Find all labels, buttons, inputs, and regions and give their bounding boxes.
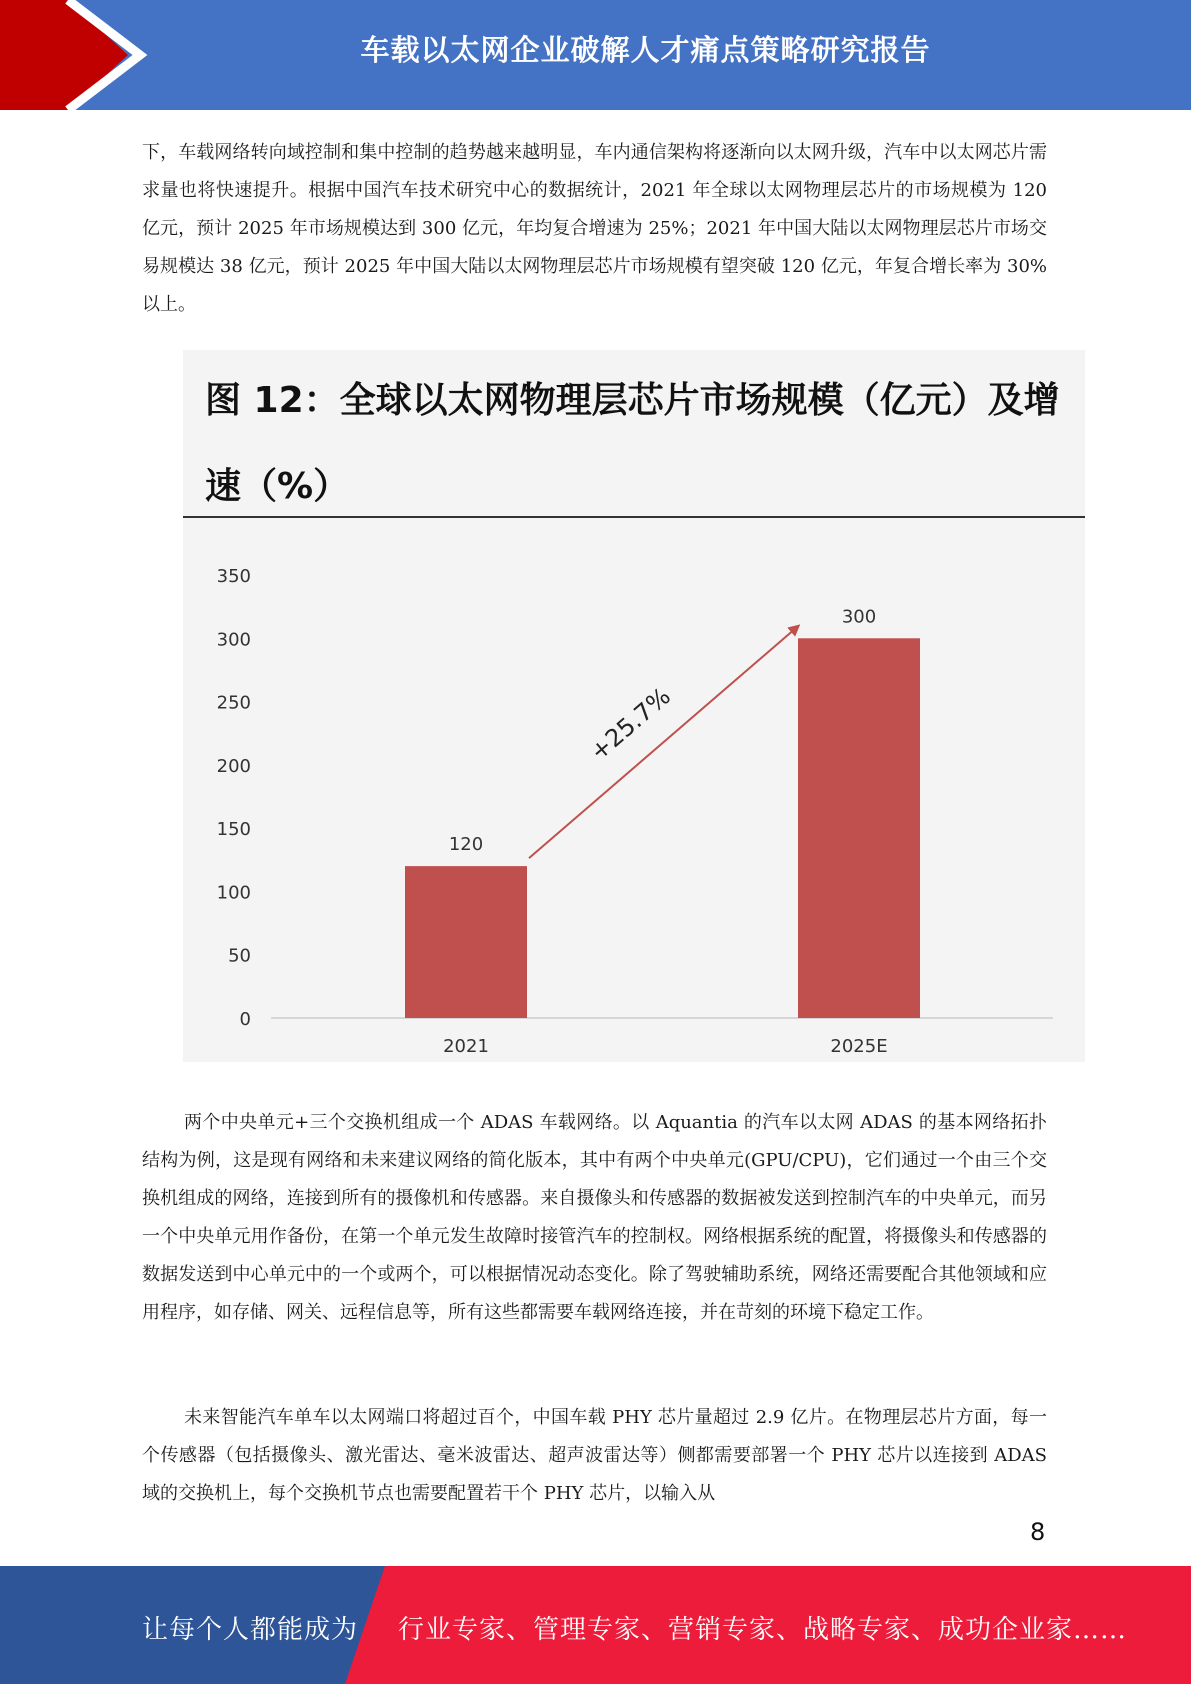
- header-arrow-icon: [0, 0, 150, 110]
- header-bar: [0, 0, 1191, 110]
- data-label: 300: [841, 606, 877, 628]
- footer-slogan-left: 让每个人都能成为: [142, 1615, 359, 1645]
- growth-arrow: [529, 626, 798, 858]
- y-tick-label: 50: [228, 945, 251, 967]
- y-tick-label: 0: [239, 1009, 251, 1030]
- y-tick-label: 100: [216, 882, 251, 904]
- paragraph-adas-network: 两个中央单元+三个交换机组成一个 ADAS 车载网络。以 Aquantia 的汽车以太网 ADAS 的基本网络拓扑结构为例，这是现有网络和未来建议网络的简化版本，其中有两个中央单元(GPU/CPU)，它们通过一个由三个交换机组成的网络，连接到所有的摄像机和传感器。来自摄像头和传感器的数据被发送到控制汽车的中央单元，而另一个中央单元用作备份，在第一个单元发生故障时接管汽车的控制权。网络根据系统的配置，将摄像头和传感器的数据发送到中心单元中的一个或两个，可以根据情况动态变化。除了驾驶辅助系统，网络还需要配合其他领域和应用程序，如存储、网关、远程信息等，所有这些都需要车载网络连接，并在苛刻的环境下稳定工作。: [142, 1112, 1047, 1323]
- footer-slogan-right: 行业专家、管理专家、营销专家、战略专家、成功企业家……: [398, 1615, 1128, 1645]
- bar-chart: [183, 350, 1085, 1062]
- bar-2021: [405, 866, 527, 1018]
- paragraph-phy-chips: 未来智能汽车单车以太网端口将超过百个，中国车载 PHY 芯片量超过 2.9 亿片。在物理层芯片方面，每一个传感器（包括摄像头、激光雷达、毫米波雷达、超声波雷达等）侧都需要部署一个 PHY 芯片以连接到 ADAS 域的交换机上，每个交换机节点也需要配置若干个 PHY 芯片，以输入从: [142, 1407, 1047, 1504]
- bar-2025E: [798, 638, 920, 1018]
- growth-rate-label: +25.7%: [584, 682, 676, 767]
- figure-12: [183, 350, 1085, 1062]
- x-tick-label: 2021: [443, 1036, 489, 1057]
- data-label: 120: [448, 834, 484, 856]
- y-tick-label: 250: [216, 692, 251, 714]
- y-tick-label: 150: [216, 819, 251, 841]
- y-tick-label: 350: [216, 566, 251, 587]
- page-number: 8: [1030, 1518, 1046, 1546]
- paragraph-market-size: 下，车载网络转向域控制和集中控制的趋势越来越明显，车内通信架构将逐渐向以太网升级，汽车中以太网芯片需求量也将快速提升。根据中国汽车技术研究中心的数据统计，2021 年全球以太网物理层芯片的市场规模为 120 亿元，预计 2025 年市场规模达到 300 亿元，年均复合增速为 25%；2021 年中国大陆以太网物理层芯片市场交易规模达 38 亿元，预计 2025 年中国大陆以太网物理层芯片市场规模有望突破 120 亿元，年复合增长率为 30%以上。: [142, 142, 1047, 315]
- y-tick-label: 300: [216, 629, 251, 651]
- report-title: 车载以太网企业破解人才痛点策略研究报告: [360, 33, 931, 67]
- y-tick-label: 200: [216, 755, 251, 777]
- figure-title: 图 12：全球以太网物理层芯片市场规模（亿元）及增速（%）: [205, 380, 1060, 507]
- x-tick-label: 2025E: [830, 1036, 888, 1057]
